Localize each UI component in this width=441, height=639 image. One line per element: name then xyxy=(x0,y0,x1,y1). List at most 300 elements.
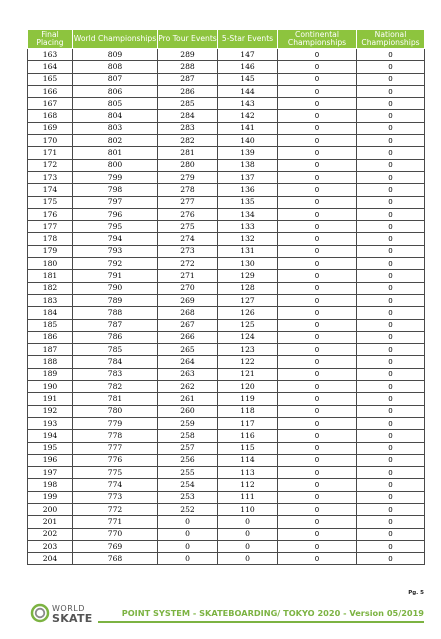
cell-five-star-events: 0 xyxy=(218,553,278,565)
cell-final-placing: 174 xyxy=(28,184,73,196)
table-row xyxy=(28,503,425,515)
cell-pro-tour-events: 262 xyxy=(158,381,218,393)
cell-final-placing: 200 xyxy=(28,503,73,515)
points-table xyxy=(27,29,425,565)
cell-continental-championships: 0 xyxy=(278,110,357,122)
cell-five-star-events: 115 xyxy=(218,442,278,454)
cell-final-placing: 184 xyxy=(28,307,73,319)
table-row xyxy=(28,405,425,417)
cell-world-championships: 785 xyxy=(73,344,158,356)
cell-pro-tour-events: 252 xyxy=(158,503,218,515)
table-row xyxy=(28,184,425,196)
cell-national-championships: 0 xyxy=(357,417,425,429)
table-row xyxy=(28,135,425,147)
table-row xyxy=(28,122,425,134)
cell-continental-championships: 0 xyxy=(278,540,357,552)
logo-text-world: WORLD xyxy=(52,604,85,613)
cell-continental-championships: 0 xyxy=(278,294,357,306)
cell-five-star-events: 134 xyxy=(218,208,278,220)
cell-pro-tour-events: 289 xyxy=(158,49,218,61)
cell-continental-championships: 0 xyxy=(278,405,357,417)
table-header xyxy=(28,30,425,49)
cell-continental-championships: 0 xyxy=(278,344,357,356)
cell-final-placing: 195 xyxy=(28,442,73,454)
cell-pro-tour-events: 287 xyxy=(158,73,218,85)
cell-final-placing: 202 xyxy=(28,528,73,540)
cell-five-star-events: 143 xyxy=(218,98,278,110)
cell-pro-tour-events: 257 xyxy=(158,442,218,454)
cell-final-placing: 178 xyxy=(28,233,73,245)
cell-five-star-events: 114 xyxy=(218,454,278,466)
cell-world-championships: 791 xyxy=(73,270,158,282)
table-row xyxy=(28,73,425,85)
cell-national-championships: 0 xyxy=(357,516,425,528)
cell-world-championships: 802 xyxy=(73,135,158,147)
table-row xyxy=(28,208,425,220)
cell-final-placing: 173 xyxy=(28,171,73,183)
cell-world-championships: 804 xyxy=(73,110,158,122)
cell-five-star-events: 0 xyxy=(218,516,278,528)
cell-world-championships: 784 xyxy=(73,356,158,368)
cell-national-championships: 0 xyxy=(357,196,425,208)
cell-world-championships: 783 xyxy=(73,368,158,380)
cell-continental-championships: 0 xyxy=(278,319,357,331)
cell-final-placing: 170 xyxy=(28,135,73,147)
cell-world-championships: 780 xyxy=(73,405,158,417)
cell-five-star-events: 133 xyxy=(218,221,278,233)
cell-pro-tour-events: 260 xyxy=(158,405,218,417)
cell-national-championships: 0 xyxy=(357,208,425,220)
cell-pro-tour-events: 0 xyxy=(158,553,218,565)
cell-final-placing: 166 xyxy=(28,85,73,97)
cell-pro-tour-events: 270 xyxy=(158,282,218,294)
cell-five-star-events: 111 xyxy=(218,491,278,503)
header-world-championships: World Championships xyxy=(73,30,158,49)
cell-final-placing: 183 xyxy=(28,294,73,306)
cell-continental-championships: 0 xyxy=(278,49,357,61)
cell-pro-tour-events: 274 xyxy=(158,233,218,245)
table-row xyxy=(28,233,425,245)
cell-continental-championships: 0 xyxy=(278,442,357,454)
cell-five-star-events: 125 xyxy=(218,319,278,331)
cell-world-championships: 777 xyxy=(73,442,158,454)
cell-world-championships: 773 xyxy=(73,491,158,503)
cell-national-championships: 0 xyxy=(357,233,425,245)
table-row xyxy=(28,393,425,405)
cell-final-placing: 189 xyxy=(28,368,73,380)
cell-five-star-events: 141 xyxy=(218,122,278,134)
cell-world-championships: 768 xyxy=(73,553,158,565)
cell-pro-tour-events: 283 xyxy=(158,122,218,134)
cell-world-championships: 781 xyxy=(73,393,158,405)
cell-continental-championships: 0 xyxy=(278,479,357,491)
cell-pro-tour-events: 253 xyxy=(158,491,218,503)
cell-continental-championships: 0 xyxy=(278,159,357,171)
table-row xyxy=(28,221,425,233)
cell-final-placing: 175 xyxy=(28,196,73,208)
table-row xyxy=(28,110,425,122)
cell-world-championships: 770 xyxy=(73,528,158,540)
cell-national-championships: 0 xyxy=(357,171,425,183)
cell-pro-tour-events: 285 xyxy=(158,98,218,110)
cell-continental-championships: 0 xyxy=(278,503,357,515)
cell-final-placing: 169 xyxy=(28,122,73,134)
cell-continental-championships: 0 xyxy=(278,245,357,257)
cell-five-star-events: 142 xyxy=(218,110,278,122)
cell-final-placing: 167 xyxy=(28,98,73,110)
table-row xyxy=(28,442,425,454)
cell-national-championships: 0 xyxy=(357,221,425,233)
cell-pro-tour-events: 288 xyxy=(158,61,218,73)
cell-pro-tour-events: 266 xyxy=(158,331,218,343)
cell-pro-tour-events: 261 xyxy=(158,393,218,405)
cell-pro-tour-events: 286 xyxy=(158,85,218,97)
table-row xyxy=(28,454,425,466)
cell-final-placing: 204 xyxy=(28,553,73,565)
cell-world-championships: 776 xyxy=(73,454,158,466)
cell-five-star-events: 139 xyxy=(218,147,278,159)
cell-final-placing: 176 xyxy=(28,208,73,220)
cell-continental-championships: 0 xyxy=(278,270,357,282)
cell-world-championships: 795 xyxy=(73,221,158,233)
cell-world-championships: 790 xyxy=(73,282,158,294)
cell-world-championships: 809 xyxy=(73,49,158,61)
cell-continental-championships: 0 xyxy=(278,454,357,466)
table-row xyxy=(28,540,425,552)
table-row xyxy=(28,245,425,257)
cell-world-championships: 805 xyxy=(73,98,158,110)
cell-five-star-events: 0 xyxy=(218,540,278,552)
cell-final-placing: 181 xyxy=(28,270,73,282)
cell-final-placing: 186 xyxy=(28,331,73,343)
table-row xyxy=(28,331,425,343)
logo-text-skate: SKATE xyxy=(52,612,93,625)
cell-final-placing: 177 xyxy=(28,221,73,233)
cell-continental-championships: 0 xyxy=(278,282,357,294)
table-row xyxy=(28,467,425,479)
cell-pro-tour-events: 0 xyxy=(158,528,218,540)
cell-national-championships: 0 xyxy=(357,135,425,147)
cell-five-star-events: 130 xyxy=(218,258,278,270)
cell-pro-tour-events: 256 xyxy=(158,454,218,466)
cell-national-championships: 0 xyxy=(357,356,425,368)
cell-national-championships: 0 xyxy=(357,85,425,97)
cell-five-star-events: 110 xyxy=(218,503,278,515)
cell-national-championships: 0 xyxy=(357,528,425,540)
cell-world-championships: 800 xyxy=(73,159,158,171)
cell-five-star-events: 145 xyxy=(218,73,278,85)
cell-national-championships: 0 xyxy=(357,331,425,343)
cell-pro-tour-events: 258 xyxy=(158,430,218,442)
cell-world-championships: 769 xyxy=(73,540,158,552)
cell-final-placing: 191 xyxy=(28,393,73,405)
cell-continental-championships: 0 xyxy=(278,233,357,245)
header-national-championships: National Championships xyxy=(357,30,425,49)
cell-national-championships: 0 xyxy=(357,454,425,466)
cell-national-championships: 0 xyxy=(357,245,425,257)
table-row xyxy=(28,344,425,356)
cell-world-championships: 792 xyxy=(73,258,158,270)
cell-pro-tour-events: 269 xyxy=(158,294,218,306)
table-row xyxy=(28,294,425,306)
cell-national-championships: 0 xyxy=(357,294,425,306)
cell-five-star-events: 116 xyxy=(218,430,278,442)
cell-continental-championships: 0 xyxy=(278,553,357,565)
cell-world-championships: 798 xyxy=(73,184,158,196)
cell-national-championships: 0 xyxy=(357,368,425,380)
cell-five-star-events: 122 xyxy=(218,356,278,368)
cell-five-star-events: 137 xyxy=(218,171,278,183)
cell-final-placing: 197 xyxy=(28,467,73,479)
cell-pro-tour-events: 272 xyxy=(158,258,218,270)
cell-final-placing: 199 xyxy=(28,491,73,503)
cell-continental-championships: 0 xyxy=(278,331,357,343)
cell-world-championships: 801 xyxy=(73,147,158,159)
cell-final-placing: 180 xyxy=(28,258,73,270)
table-row xyxy=(28,171,425,183)
cell-final-placing: 187 xyxy=(28,344,73,356)
cell-pro-tour-events: 264 xyxy=(158,356,218,368)
cell-national-championships: 0 xyxy=(357,553,425,565)
cell-world-championships: 788 xyxy=(73,307,158,319)
cell-national-championships: 0 xyxy=(357,405,425,417)
cell-final-placing: 171 xyxy=(28,147,73,159)
cell-continental-championships: 0 xyxy=(278,516,357,528)
table-row xyxy=(28,381,425,393)
cell-final-placing: 164 xyxy=(28,61,73,73)
cell-final-placing: 196 xyxy=(28,454,73,466)
cell-continental-championships: 0 xyxy=(278,393,357,405)
cell-five-star-events: 138 xyxy=(218,159,278,171)
cell-world-championships: 796 xyxy=(73,208,158,220)
cell-final-placing: 165 xyxy=(28,73,73,85)
table-row xyxy=(28,282,425,294)
table-row xyxy=(28,159,425,171)
cell-continental-championships: 0 xyxy=(278,258,357,270)
cell-world-championships: 771 xyxy=(73,516,158,528)
table-row xyxy=(28,319,425,331)
cell-national-championships: 0 xyxy=(357,381,425,393)
cell-world-championships: 786 xyxy=(73,331,158,343)
cell-national-championships: 0 xyxy=(357,442,425,454)
cell-national-championships: 0 xyxy=(357,73,425,85)
table-row xyxy=(28,307,425,319)
cell-world-championships: 787 xyxy=(73,319,158,331)
cell-national-championships: 0 xyxy=(357,61,425,73)
table-row xyxy=(28,147,425,159)
cell-final-placing: 194 xyxy=(28,430,73,442)
cell-world-championships: 797 xyxy=(73,196,158,208)
cell-five-star-events: 147 xyxy=(218,49,278,61)
cell-continental-championships: 0 xyxy=(278,356,357,368)
table-row xyxy=(28,491,425,503)
cell-world-championships: 772 xyxy=(73,503,158,515)
cell-pro-tour-events: 281 xyxy=(158,147,218,159)
cell-world-championships: 789 xyxy=(73,294,158,306)
cell-five-star-events: 124 xyxy=(218,331,278,343)
cell-national-championships: 0 xyxy=(357,282,425,294)
header-pro-tour-events: Pro Tour Events xyxy=(158,30,218,49)
cell-continental-championships: 0 xyxy=(278,122,357,134)
cell-five-star-events: 135 xyxy=(218,196,278,208)
header-continental-championships: Continental Championships xyxy=(278,30,357,49)
cell-pro-tour-events: 276 xyxy=(158,208,218,220)
cell-final-placing: 188 xyxy=(28,356,73,368)
cell-continental-championships: 0 xyxy=(278,73,357,85)
cell-national-championships: 0 xyxy=(357,159,425,171)
cell-continental-championships: 0 xyxy=(278,184,357,196)
cell-world-championships: 782 xyxy=(73,381,158,393)
cell-pro-tour-events: 0 xyxy=(158,540,218,552)
cell-five-star-events: 128 xyxy=(218,282,278,294)
cell-final-placing: 190 xyxy=(28,381,73,393)
cell-pro-tour-events: 282 xyxy=(158,135,218,147)
cell-world-championships: 807 xyxy=(73,73,158,85)
cell-five-star-events: 117 xyxy=(218,417,278,429)
table-row xyxy=(28,430,425,442)
cell-continental-championships: 0 xyxy=(278,417,357,429)
cell-world-championships: 775 xyxy=(73,467,158,479)
table-row xyxy=(28,196,425,208)
cell-continental-championships: 0 xyxy=(278,147,357,159)
table-row xyxy=(28,528,425,540)
cell-pro-tour-events: 277 xyxy=(158,196,218,208)
cell-five-star-events: 126 xyxy=(218,307,278,319)
cell-pro-tour-events: 268 xyxy=(158,307,218,319)
cell-final-placing: 179 xyxy=(28,245,73,257)
cell-five-star-events: 0 xyxy=(218,528,278,540)
table-row xyxy=(28,49,425,61)
cell-national-championships: 0 xyxy=(357,49,425,61)
cell-five-star-events: 120 xyxy=(218,381,278,393)
cell-continental-championships: 0 xyxy=(278,171,357,183)
cell-five-star-events: 112 xyxy=(218,479,278,491)
page-number: Pg. 5 xyxy=(408,590,424,596)
cell-pro-tour-events: 263 xyxy=(158,368,218,380)
cell-world-championships: 806 xyxy=(73,85,158,97)
cell-pro-tour-events: 0 xyxy=(158,516,218,528)
cell-continental-championships: 0 xyxy=(278,221,357,233)
cell-pro-tour-events: 273 xyxy=(158,245,218,257)
cell-pro-tour-events: 275 xyxy=(158,221,218,233)
cell-pro-tour-events: 279 xyxy=(158,171,218,183)
cell-national-championships: 0 xyxy=(357,122,425,134)
cell-five-star-events: 146 xyxy=(218,61,278,73)
cell-national-championships: 0 xyxy=(357,184,425,196)
cell-national-championships: 0 xyxy=(357,98,425,110)
cell-national-championships: 0 xyxy=(357,491,425,503)
table-row xyxy=(28,368,425,380)
cell-five-star-events: 113 xyxy=(218,467,278,479)
cell-final-placing: 172 xyxy=(28,159,73,171)
cell-pro-tour-events: 267 xyxy=(158,319,218,331)
cell-final-placing: 192 xyxy=(28,405,73,417)
cell-pro-tour-events: 284 xyxy=(158,110,218,122)
cell-national-championships: 0 xyxy=(357,540,425,552)
cell-world-championships: 794 xyxy=(73,233,158,245)
table-row xyxy=(28,85,425,97)
cell-continental-championships: 0 xyxy=(278,61,357,73)
cell-world-championships: 799 xyxy=(73,171,158,183)
cell-five-star-events: 144 xyxy=(218,85,278,97)
cell-five-star-events: 121 xyxy=(218,368,278,380)
cell-five-star-events: 132 xyxy=(218,233,278,245)
cell-five-star-events: 118 xyxy=(218,405,278,417)
cell-five-star-events: 129 xyxy=(218,270,278,282)
cell-final-placing: 193 xyxy=(28,417,73,429)
cell-final-placing: 163 xyxy=(28,49,73,61)
cell-five-star-events: 136 xyxy=(218,184,278,196)
cell-continental-championships: 0 xyxy=(278,491,357,503)
cell-world-championships: 803 xyxy=(73,122,158,134)
footer-divider xyxy=(98,621,424,623)
table-row xyxy=(28,516,425,528)
cell-world-championships: 793 xyxy=(73,245,158,257)
cell-national-championships: 0 xyxy=(357,319,425,331)
cell-world-championships: 808 xyxy=(73,61,158,73)
table-row xyxy=(28,553,425,565)
cell-final-placing: 185 xyxy=(28,319,73,331)
cell-national-championships: 0 xyxy=(357,393,425,405)
cell-continental-championships: 0 xyxy=(278,368,357,380)
world-skate-emblem-icon xyxy=(30,603,50,623)
table-row xyxy=(28,258,425,270)
cell-national-championships: 0 xyxy=(357,258,425,270)
cell-pro-tour-events: 271 xyxy=(158,270,218,282)
header-final-placing: Final Placing xyxy=(28,30,73,49)
cell-five-star-events: 140 xyxy=(218,135,278,147)
cell-national-championships: 0 xyxy=(357,467,425,479)
cell-pro-tour-events: 255 xyxy=(158,467,218,479)
cell-world-championships: 778 xyxy=(73,430,158,442)
table-row xyxy=(28,479,425,491)
table-row xyxy=(28,417,425,429)
cell-final-placing: 203 xyxy=(28,540,73,552)
cell-final-placing: 182 xyxy=(28,282,73,294)
cell-continental-championships: 0 xyxy=(278,135,357,147)
cell-continental-championships: 0 xyxy=(278,85,357,97)
table-row xyxy=(28,356,425,368)
cell-world-championships: 779 xyxy=(73,417,158,429)
cell-national-championships: 0 xyxy=(357,270,425,282)
cell-national-championships: 0 xyxy=(357,430,425,442)
table-body xyxy=(28,49,425,565)
cell-pro-tour-events: 280 xyxy=(158,159,218,171)
header-five-star-events: 5-Star Events xyxy=(218,30,278,49)
cell-continental-championships: 0 xyxy=(278,208,357,220)
cell-final-placing: 168 xyxy=(28,110,73,122)
cell-national-championships: 0 xyxy=(357,503,425,515)
cell-world-championships: 774 xyxy=(73,479,158,491)
cell-national-championships: 0 xyxy=(357,147,425,159)
footer-title: POINT SYSTEM - SKATEBOARDING/ TOKYO 2020 - Version 05/2019 xyxy=(121,608,424,618)
world-skate-logo xyxy=(30,602,93,628)
table-row xyxy=(28,61,425,73)
cell-continental-championships: 0 xyxy=(278,307,357,319)
cell-five-star-events: 119 xyxy=(218,393,278,405)
cell-national-championships: 0 xyxy=(357,110,425,122)
cell-pro-tour-events: 259 xyxy=(158,417,218,429)
cell-pro-tour-events: 265 xyxy=(158,344,218,356)
cell-pro-tour-events: 278 xyxy=(158,184,218,196)
table-row xyxy=(28,270,425,282)
cell-continental-championships: 0 xyxy=(278,528,357,540)
cell-pro-tour-events: 254 xyxy=(158,479,218,491)
cell-five-star-events: 123 xyxy=(218,344,278,356)
cell-continental-championships: 0 xyxy=(278,467,357,479)
cell-national-championships: 0 xyxy=(357,307,425,319)
cell-continental-championships: 0 xyxy=(278,196,357,208)
